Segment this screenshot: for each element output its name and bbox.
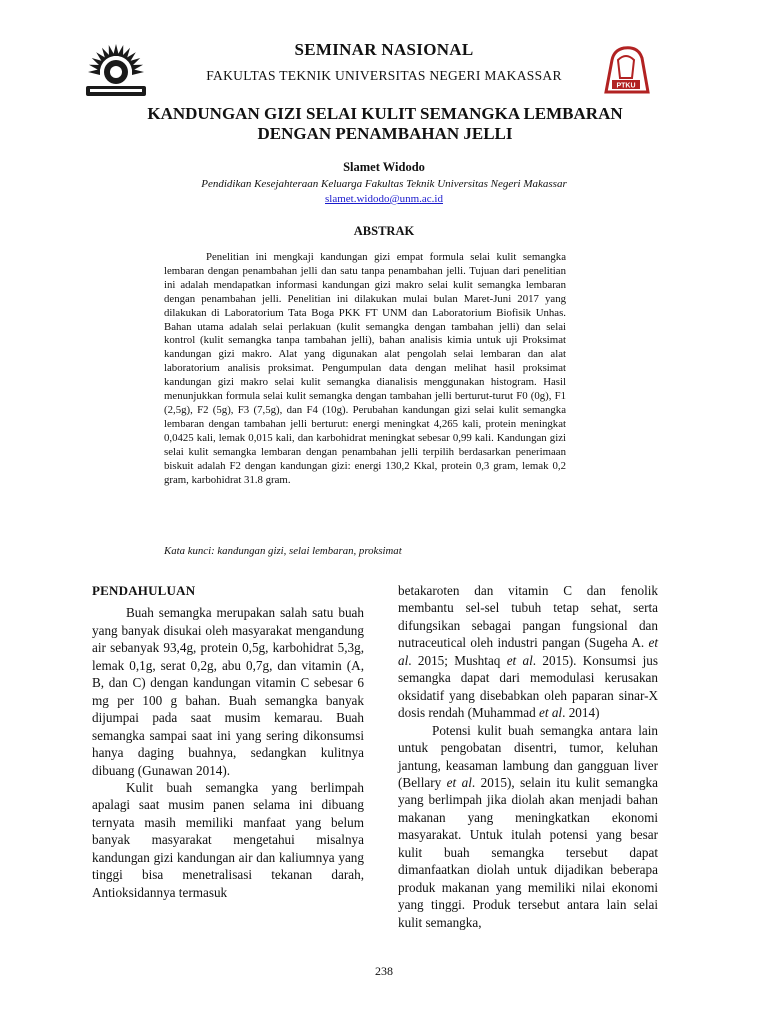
ptku-logo-text: PTKU	[616, 82, 636, 90]
paper-title	[100, 104, 670, 144]
seminar-subtitle: FAKULTAS TEKNIK UNIVERSITAS NEGERI MAKASSAR	[206, 68, 562, 83]
abstract-heading: ABSTRAK	[353, 224, 415, 238]
paper-title-line2: DENGAN PENAMBAHAN JELLI	[257, 124, 513, 143]
abstract-body: Penelitian ini mengkaji kandungan gizi empat formula selai kulit semangka lembaran dengan penambahan jelli dan satu tanpa penambahan jelli. Tujuan dari penelitian ini adalah mendapatkan informasi kandungan gizi makro selai kulit semangka lembaran dengan penambahan jelli. Penelitian ini dilakukan mulai bulan Maret-Juni 2017 yang dilakukan di Laboratorium Tata Boga PKK FT UNM dan Laboratorium Biofisik Unhas. Bahan utama adalah selai perlakuan (kulit semangka dengan tambahan jelli) dan selai kontrol (kulit semangka tanpa tambahan jelli), bahan analisis kimia untuk uji Proksimat kandungan gizi makro. Alat yang digunakan alat pengolah selai lembaran dan alat laboratorium analisis proksimat. Pengumpulan data dengan melihat hasil proksimat kandungan gizi makro selai kulit semangka dianalisis menggunakan histogram. Hasil menunjukkan formula selai kulit semangka dengan tambahan jelli berturut-turut F0 (0g), F1 (2,5g), F2 (5g), F3 (7,5g), dan F4 (10g). Perubahan kandungan gizi selai kulit semangka lembaran dengan tambahan jelli berturut: energi meningkat 4,265 kali, protein meningkat 0,0425 kali, lemak 0,015 kali, dan karbohidrat meningkat sebesar 0,99 kali. Kandungan gizi selai kulit semangka lembaran dengan penambahan jelli terpilih berdasarkan penerimaan biskuit adalah F2 dengan kandungan gizi: energi 130,2 Kkal, protein 0,3 gram, lemak 0,2 gram, karbohidrat 31.8 gram.	[164, 251, 566, 486]
left-paragraph-1: Buah semangka merupakan salah satu buah yang banyak disukai oleh masyarakat mengandung air sebanyak 93,4g, protein 0,5g, karbohidrat 5,3g, lemak 0,1g, serat 0,2g, abu 0,7g, dan vitamin (A, B, dan C) dengan kandungan vitamin C sebesar 6 mg per 100 g bahan. Buah semangka banyak dijumpai pada saat musim kemarau. Buah semangka sampai saat ini yang sering dikonsumsi hanya daging buahnya, sedangkan kulitnya dibuang (Gunawan 2014).	[92, 605, 364, 778]
right-p2-text-a: Potensi kulit buah semangka antara lain untuk pengobatan disentri, tumor, keluhan jantung, keasaman lambung dan gangguan liver (Bellary	[398, 722, 658, 790]
right-p1-text-c: . 2015). Konsumsi jus semangka dapat dari memodulasi kerusakan oksidatif yang disebabkan oleh paparan sinar-X dosis rendah (Muhammad	[398, 652, 658, 721]
right-p1-text-d: . 2014)	[562, 705, 600, 721]
author-name: Slamet Widodo	[343, 160, 425, 174]
paper-title-line1: KANDUNGAN GIZI SELAI KULIT SEMANGKA LEMBARAN	[147, 104, 623, 123]
seminar-title: SEMINAR NASIONAL	[294, 40, 474, 59]
author-affiliation: Pendidikan Kesejahteraan Keluarga Fakultas Teknik Universitas Negeri Makassar	[201, 178, 567, 190]
right-paragraph-2	[398, 722, 658, 931]
section-heading: PENDAHULUAN	[92, 583, 196, 598]
right-paragraph-1	[398, 582, 658, 722]
author-email-link[interactable]: slamet.widodo@unm.ac.id	[325, 193, 443, 205]
left-column	[92, 582, 364, 901]
page-number: 238	[375, 964, 393, 978]
right-p2-text-b: . 2015), selain itu kulit semangka yang berlimpah jika diolah akan menjadi bahan makanan yang meningkatkan ekonomi masyarakat. Untuk itulah potensi yang besar kulit buah semangka tersebut dapat dimanfaatkan diolah untuk dijadikan beberapa produk makanan yang memiliki nilai ekonomi yang tinggi. Produk tersebut antara lain selai kulit semangka,	[398, 774, 659, 930]
left-paragraph-2: Kulit buah semangka yang berlimpah apalagi saat musim panen selama ini dibuang ternyata masih memiliki manfaat yang belum banyak masyarakat mengetahui misalnya kandungan gizi kandungan air dan kaliumnya yang tinggi bisa menetralisasi tekanan darah, Antioksidannya termasuk	[92, 779, 364, 900]
keywords: Kata kunci: kandungan gizi, selai lembaran, proksimat	[164, 545, 402, 557]
right-p1-text-a: betakaroten dan vitamin C dan fenolik membantu sel-sel tubuh tetap sehat, serta difungsikan sebagai pangan fungsional dan nutraceutical oleh industri pangan (Sugeha A.	[398, 583, 658, 651]
et-al: et al	[506, 652, 533, 668]
right-column	[398, 582, 658, 931]
et-al: et al	[398, 635, 658, 668]
ptku-logo	[598, 42, 654, 100]
right-p1-text-b: . 2015; Mushtaq	[408, 652, 507, 668]
et-al: et al	[539, 705, 563, 721]
et-al: et al	[446, 774, 472, 790]
